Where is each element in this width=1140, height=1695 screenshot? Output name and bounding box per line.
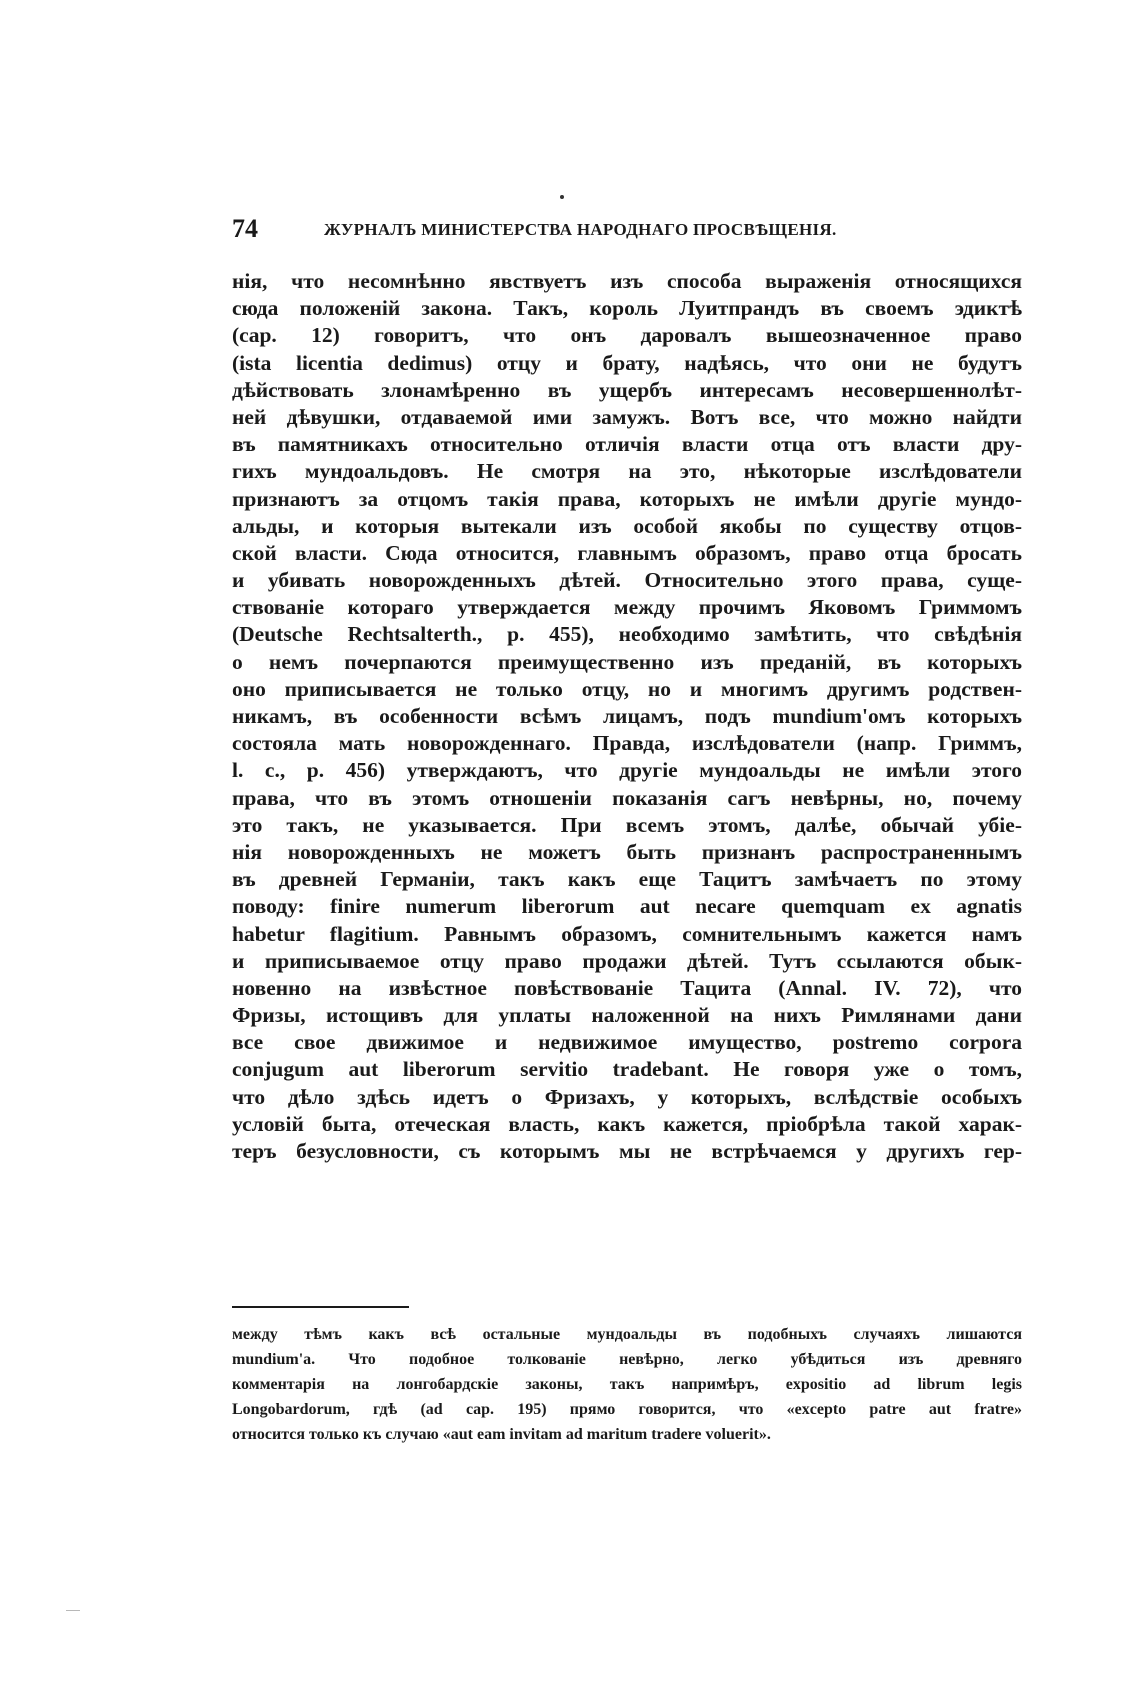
text-line: дѣйствовать злонамѣренно въ ущербъ интересамъ несовершеннолѣт- — [232, 377, 1022, 402]
text-line: состояла мать новорожденнаго. Правда, изслѣдователи (напр. Гриммъ, — [232, 731, 1022, 756]
text-line: въ памятникахъ относительно отличія власти отца отъ власти дру- — [232, 432, 1022, 457]
text-line: условій быта, отеческая власть, какъ кажется, пріобрѣла такой харак- — [232, 1111, 1022, 1136]
ink-speck — [560, 195, 564, 199]
text-line: признаютъ за отцомъ такія права, которыхъ не имѣли другіе мундо- — [232, 486, 1022, 511]
text-line: и приписываемое отцу право продажи дѣтей. Тутъ ссылаются обык- — [232, 948, 1022, 973]
text-line: нія, что несомнѣнно явствуетъ изъ способа выраженія относящихся — [232, 269, 1022, 293]
footnote-line: между тѣмъ какъ всѣ остальные мундоальды въ подобныхъ случаяхъ лишаются — [232, 1326, 1022, 1343]
text-line: (Deutsche Rechtsalterth., p. 455), необходимо замѣтить, что свѣдѣнія — [232, 622, 1022, 647]
text-line: и убивать новорожденныхъ дѣтей. Относительно этого права, суще- — [232, 568, 1022, 593]
text-line: о немъ почерпаются преимущественно изъ преданій, въ которыхъ — [232, 649, 1022, 674]
text-line: habetur flagitium. Равнымъ образомъ, сомнительнымъ кажется намъ — [232, 921, 1022, 946]
text-line: права, что въ этомъ отношеніи показанія сагъ невѣрны, но, почему — [232, 785, 1022, 810]
footnote-block — [232, 1322, 1022, 1447]
page-header — [232, 214, 1022, 244]
text-line: (cap. 12) говоритъ, что онъ даровалъ вышеозначенное право — [232, 323, 1022, 348]
footnote-line: комментарія на лонгобардскіе законы, такъ напримѣръ, expositio ad librum legis — [232, 1376, 1022, 1393]
text-line: нія новорожденныхъ не можетъ быть признанъ распространеннымъ — [232, 839, 1022, 864]
text-line: новенно на извѣстное повѣствованіе Тацита (Annal. IV. 72), что — [232, 975, 1022, 1000]
text-line: никамъ, въ особенности всѣмъ лицамъ, подъ mundium'омъ которыхъ — [232, 704, 1022, 728]
text-line: что дѣло здѣсь идетъ о Фризахъ, у которыхъ, вслѣдствіе особыхъ — [232, 1084, 1022, 1109]
text-line: все свое движимое и недвижимое имущество, postremo corpora — [232, 1030, 1022, 1055]
text-line: теръ безусловности, съ которымъ мы не встрѣчаемся у другихъ гер- — [232, 1139, 1022, 1163]
footnote-line: относится только къ случаю «aut eam invitam ad maritum tradere voluerit». — [232, 1426, 771, 1443]
page-number: 74 — [232, 214, 258, 243]
text-line: ской власти. Сюда относится, главнымъ образомъ, право отца бросать — [232, 540, 1022, 565]
text-line: ствованіе котораго утверждается между прочимъ Яковомъ Гриммомъ — [232, 595, 1022, 620]
text-line: conjugum aut liberorum servitio tradebant. Не говоря уже о томъ, — [232, 1057, 1022, 1082]
text-line: въ древней Германіи, такъ какъ еще Тацитъ замѣчаетъ по этому — [232, 867, 1022, 892]
text-line: это такъ, не указывается. При всемъ этомъ, далѣе, обычай убіе- — [232, 812, 1022, 837]
footnote-divider — [232, 1306, 409, 1308]
text-line: (ista licentia dedimus) отцу и брату, надѣясь, что они не будутъ — [232, 350, 1022, 375]
text-line: сюда положеній закона. Такъ, король Луитпрандъ въ своемъ эдиктѣ — [232, 296, 1022, 321]
text-line: l. c., p. 456) утверждаютъ, что другіе мундоальды не имѣли этого — [232, 758, 1022, 783]
text-line: альды, и которыя вытекали изъ особой якобы по существу отцов- — [232, 513, 1022, 538]
main-text-block — [232, 268, 1022, 1165]
text-line: поводу: finire numerum liberorum aut necare quemquam ex agnatis — [232, 894, 1022, 919]
footnote-line: mundium'а. Что подобное толкованіе невѣрно, легко убѣдиться изъ древняго — [232, 1351, 1022, 1368]
text-line: гихъ мундоальдовъ. Не смотря на это, нѣкоторые изслѣдователи — [232, 459, 1022, 484]
text-line: Фризы, истощивъ для уплаты наложенной на нихъ Римлянами дани — [232, 1003, 1022, 1028]
text-line: ней дѣвушки, отдаваемой ими замужъ. Вотъ все, что можно найдти — [232, 404, 1022, 429]
text-line: оно приписывается не только отцу, но и многимъ другимъ родствен- — [232, 676, 1022, 701]
footnote-line: Longobardorum, гдѣ (ad cap. 195) прямо говорится, что «excepto patre aut fratre» — [232, 1401, 1022, 1418]
margin-mark — [66, 1610, 80, 1611]
running-title: ЖУРНАЛЪ МИНИСТЕРСТВА НАРОДНАГО ПРОСВѢЩЕНІЯ. — [324, 220, 837, 239]
